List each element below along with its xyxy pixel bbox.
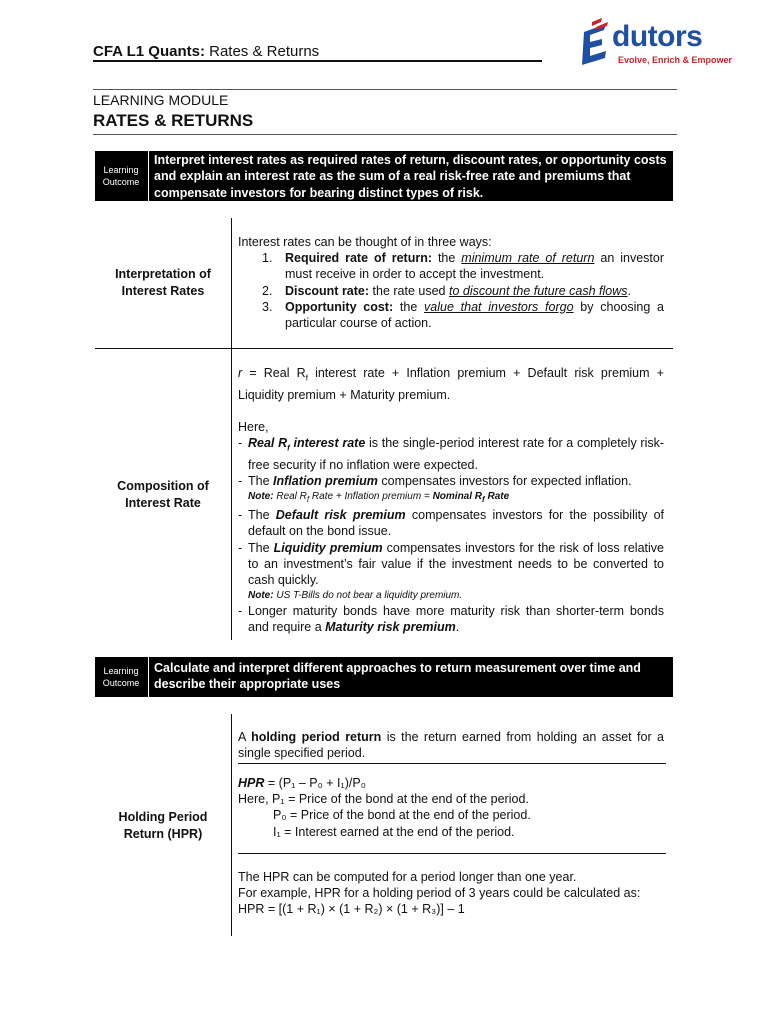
module-bottom-rule	[93, 134, 677, 135]
composition-formula	[238, 365, 664, 403]
hpr-def-post: is the return earned from holding an asset for a single specified period.	[238, 730, 664, 761]
bullet-real-rate: - Real $R_f$ interest rate is the single-period interest rate for a completely risk-free security if no inflation were expected.	[238, 436, 665, 472]
note1-b: Rate + Inflation premium =	[309, 491, 433, 503]
hpr-long-1: The HPR can be computed for a period longer than one year.	[238, 870, 577, 884]
hpr-definition	[238, 729, 664, 761]
item-post: an investor must receive in order to accept the investment.	[285, 251, 664, 282]
b1-sub: f	[287, 443, 290, 453]
note-nominal-rate	[238, 489, 664, 507]
item-num: 3.	[262, 299, 273, 314]
section-divider	[231, 349, 232, 640]
hpr-def-pre: A	[238, 730, 252, 744]
b3-text: compensates investors for the possibility of default on the bond issue.	[248, 508, 665, 539]
hpr-multi-period	[238, 869, 664, 918]
hpr-long-3: HPR = [(1 + R₁) × (1 + R₂) × (1 + R₃)] – 1	[238, 902, 465, 917]
b4-pre: The	[248, 540, 274, 555]
item-num: 1.	[262, 251, 273, 266]
comp-label-2: Interest Rate	[125, 495, 201, 510]
module-label: LEARNING MODULE	[93, 92, 229, 108]
formula-rest: interest rate + Inflation premium + Default risk premium + Liquidity premium + Maturity premium.	[238, 366, 664, 402]
lo-separator	[148, 657, 149, 697]
item-pre: the	[432, 251, 462, 266]
bullet-default: - The Default risk premium compensates investors for the possibility of default on the bond issue.	[238, 508, 665, 539]
note1-sub2: f	[482, 495, 485, 505]
note-tbills	[238, 588, 664, 603]
course-title-rest: Rates & Returns	[209, 43, 320, 60]
hpr-def-term: holding period return	[251, 730, 382, 744]
learning-outcome-label	[95, 151, 147, 201]
hpr-label-2: Return (HPR)	[123, 826, 203, 841]
item-emph: to discount the future cash flows	[448, 283, 628, 298]
formula-sub: f	[305, 373, 308, 383]
interpretation-content	[238, 234, 664, 331]
interp-label-1: Interpretation of	[115, 267, 211, 281]
learning-outcome-text: Calculate and interpret different approaches to return measurement over time and describe their appropriate uses	[154, 661, 641, 692]
b4-text: compensates investors for the risk of loss relative to an investment’s fair value if the investment needs to be converted to cash quickly.	[248, 540, 664, 588]
b5-term: Maturity risk premium	[325, 620, 456, 635]
lo-label-line2: Outcome	[102, 177, 140, 187]
hpr-formula-label: HPR	[238, 776, 265, 790]
learning-outcome-text: Interpret interest rates as required rates of return, discount rates, or opportunity costs and explain an interest rate as the sum of a real risk-free rate and premiums that compensate investors for bearing distinct types of risk.	[154, 153, 667, 200]
learning-outcome-label	[95, 657, 147, 697]
logo-word: dutors	[612, 20, 703, 53]
item-pre: the	[393, 299, 425, 314]
b5-end: .	[455, 620, 460, 635]
comp-label-1: Composition of	[117, 479, 209, 493]
bullet-liquidity: - The Liquidity premium compensates investors for the risk of loss relative to an investment’s fair value if the investment needs to be converted to cash quickly.	[238, 540, 664, 588]
note1-bold: Nominal R	[432, 491, 483, 503]
hpr-rule-1	[238, 763, 666, 764]
note1-a: Real R	[273, 491, 307, 503]
interpretation-label	[96, 266, 230, 299]
b3-term: Default risk premium	[275, 508, 406, 523]
b2-term: Inflation premium	[273, 474, 378, 489]
interpretation-list	[238, 250, 664, 331]
logo-tagline: Evolve, Enrich & Empower	[618, 55, 733, 65]
hpr-label-1: Holding Period	[118, 810, 208, 824]
lo-separator	[148, 151, 149, 201]
hpr-formula: = (P₁ – P₀ + I₁)/P₀	[264, 776, 366, 790]
item-post: by choosing a particular course of action.	[285, 299, 664, 331]
list-item	[238, 299, 664, 331]
b2-pre: The	[248, 474, 274, 489]
item-term: Required rate of return:	[285, 251, 433, 266]
bullet-maturity: - Longer maturity bonds have more maturity risk than shorter-term bonds and require a Maturity risk premium.	[238, 604, 664, 635]
item-emph: value that investors forgo	[424, 299, 574, 314]
here-text: Here,	[238, 419, 269, 434]
hpr-where-2: P₀ = Price of the bond at the end of the period.	[273, 808, 531, 823]
bullet-inflation: - The Inflation premium compensates investors for expected inflation.	[238, 474, 632, 489]
b1-term: Real R	[248, 436, 288, 451]
b1-term2: interest rate	[289, 436, 366, 451]
course-title-bold: CFA L1 Quants:	[93, 43, 205, 60]
item-pre: the rate used	[369, 283, 449, 298]
hpr-rule-2	[238, 853, 666, 854]
hpr-long-2: For example, HPR for a holding period of 3 years could be calculated as:	[238, 886, 641, 901]
b1-text: is the single-period interest rate for a completely risk-free security if no inflation were expected.	[248, 436, 665, 472]
note1-sub1: f	[306, 495, 310, 505]
item-term: Opportunity cost:	[285, 299, 394, 314]
section-rule	[95, 348, 673, 349]
learning-outcome-2	[95, 657, 673, 697]
module-top-rule	[93, 89, 677, 90]
b4-term: Liquidity premium	[273, 540, 383, 555]
note1-bold2: Rate	[484, 491, 510, 503]
section-divider	[231, 714, 232, 936]
header-underline	[93, 60, 542, 62]
hpr-where-3: I₁ = Interest earned at the end of the period.	[273, 824, 515, 839]
list-item	[238, 250, 664, 282]
item-emph: minimum rate of return	[461, 251, 595, 266]
lo-label-line2: Outcome	[102, 678, 140, 688]
b3-pre: The	[248, 508, 276, 523]
item-term: Discount rate:	[285, 283, 370, 298]
interpretation-intro: Interest rates can be thought of in three ways:	[238, 235, 492, 249]
course-title	[93, 43, 319, 60]
item-num: 2.	[262, 283, 273, 298]
item-post: .	[627, 283, 632, 298]
note2-label: Note:	[248, 590, 274, 602]
interp-label-2: Interest Rates	[121, 283, 205, 298]
hpr-formula-block	[238, 775, 664, 840]
formula-r: r	[238, 366, 243, 380]
hpr-label	[96, 809, 230, 842]
note1-label: Note:	[248, 491, 274, 503]
note2-text: US T-Bills do not bear a liquidity premium.	[273, 590, 463, 602]
composition-content	[238, 365, 664, 636]
learning-outcome-1	[95, 151, 673, 201]
b2-text: compensates investors for expected inflation.	[377, 474, 632, 489]
lo-label-line1: Learning	[103, 666, 139, 676]
composition-label	[96, 478, 230, 511]
list-item	[238, 283, 664, 299]
edutors-logo	[578, 14, 733, 70]
hpr-where-1: Here, P₁ = Price of the bond at the end of the period.	[238, 792, 529, 807]
b5-text: Longer maturity bonds have more maturity risk than shorter-term bonds and require a	[248, 604, 664, 635]
module-title: RATES & RETURNS	[93, 111, 254, 130]
section-divider	[231, 218, 232, 349]
formula-eq: = Real R	[242, 366, 306, 380]
lo-label-line1: Learning	[103, 165, 139, 175]
